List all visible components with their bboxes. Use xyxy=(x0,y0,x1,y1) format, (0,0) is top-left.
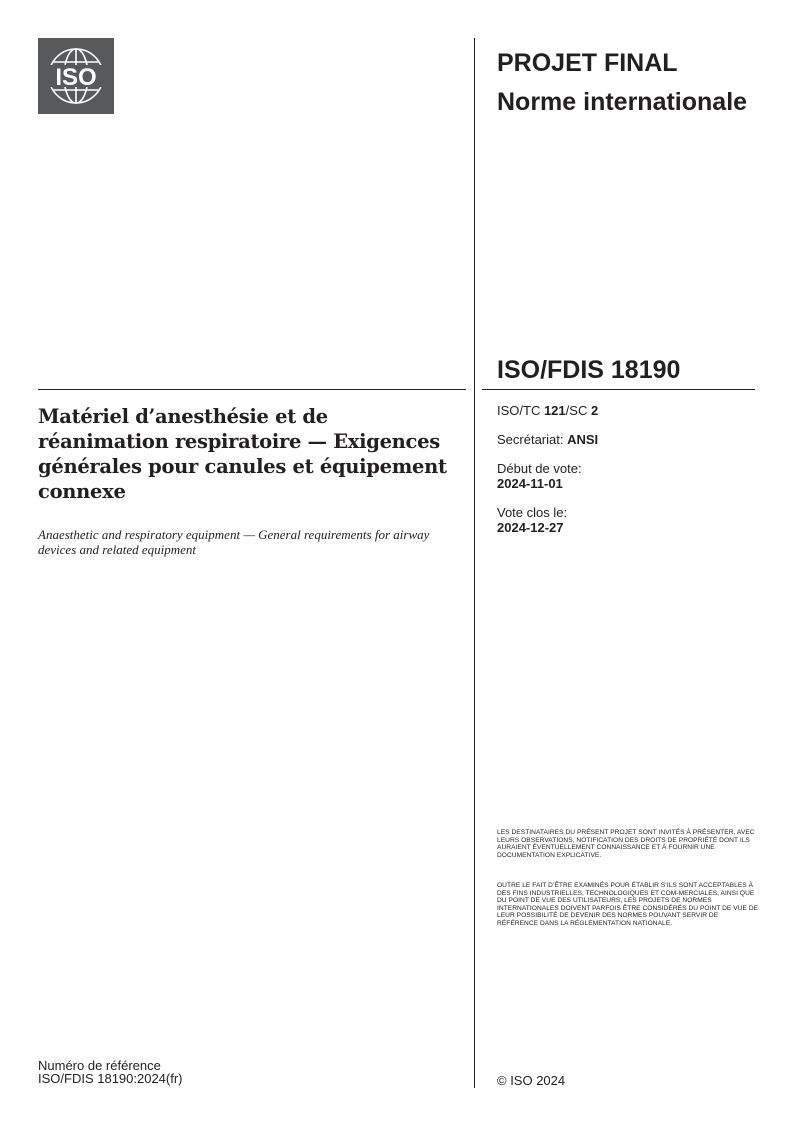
iso-logo xyxy=(38,38,114,114)
title-french: Matériel d’anesthésie et de réanimation respiratoire — Exigences générales pour canules et équipement connexe xyxy=(38,405,447,503)
title-english: Anaesthetic and respiratory equipment — General requirements for airway devices and related equipment xyxy=(38,527,430,557)
vote-end-label: Vote clos le: xyxy=(497,505,568,520)
notice-paragraph-1: LES DESTINATAIRES DU PRÉSENT PROJET SONT INVITÉS À PRÉSENTER, AVEC LEURS OBSERVATIONS, NOTIFICATION DES DROITS DE PROPRIÉTÉ DONT ILS AURAIENT ÉVENTUELLEMENT CONNAISSANCE ET À FOURNIR UNE DOCUMENTATION EXPLICATIVE. xyxy=(497,829,755,859)
copyright: © ISO 2024 xyxy=(497,1073,566,1088)
secretariat: Secrétariat: ANSI xyxy=(497,432,599,447)
document-status: PROJET FINAL xyxy=(497,49,678,77)
column-divider xyxy=(474,38,475,1088)
right-rule xyxy=(482,389,755,390)
document-number: ISO/FDIS 18190 xyxy=(497,356,681,384)
committee-reference: ISO/TC 121/SC 2 xyxy=(497,403,599,418)
vote-end-value: 2024-12-27 xyxy=(497,520,564,535)
left-rule xyxy=(38,389,466,390)
reference-label: Numéro de référence xyxy=(38,1058,161,1073)
vote-start-value: 2024-11-01 xyxy=(497,476,563,491)
iso-globe-icon xyxy=(38,38,114,114)
vote-start xyxy=(497,461,582,491)
reference-value: ISO/FDIS 18190:2024(fr) xyxy=(38,1071,183,1086)
tc-number: 121 xyxy=(543,403,566,418)
vote-start-label: Début de vote: xyxy=(497,461,582,476)
secretariat-value: ANSI xyxy=(567,432,599,447)
notice-paragraph-2: OUTRE LE FAIT D’ÊTRE EXAMINÉS POUR ÉTABLIR S’ILS SONT ACCEPTABLES À DES FINS INDUSTRIELLES, TECHNOLOGIQUES ET COM-MERCIALES, AINSI QUE DU POINT DE VUE DES UTILISATEURS, LES PROJETS DE NORMES INTERNATIONALES DOIVENT PARFOIS ÊTRE CONSIDÉRÉS DU POINT DE VUE DE LEUR POSSIBILITÉ DE DEVENIR DES NORMES POUVANT SERVIR DE RÉFÉRENCE DANS LA RÉGLEMENTATION NATIONALE. xyxy=(497,882,759,927)
iso-logo-text: ISO xyxy=(55,64,97,91)
reference-number xyxy=(38,1059,183,1085)
vote-end xyxy=(497,505,567,535)
sc-number: 2 xyxy=(590,403,599,418)
document-type: Norme internationale xyxy=(497,88,748,116)
